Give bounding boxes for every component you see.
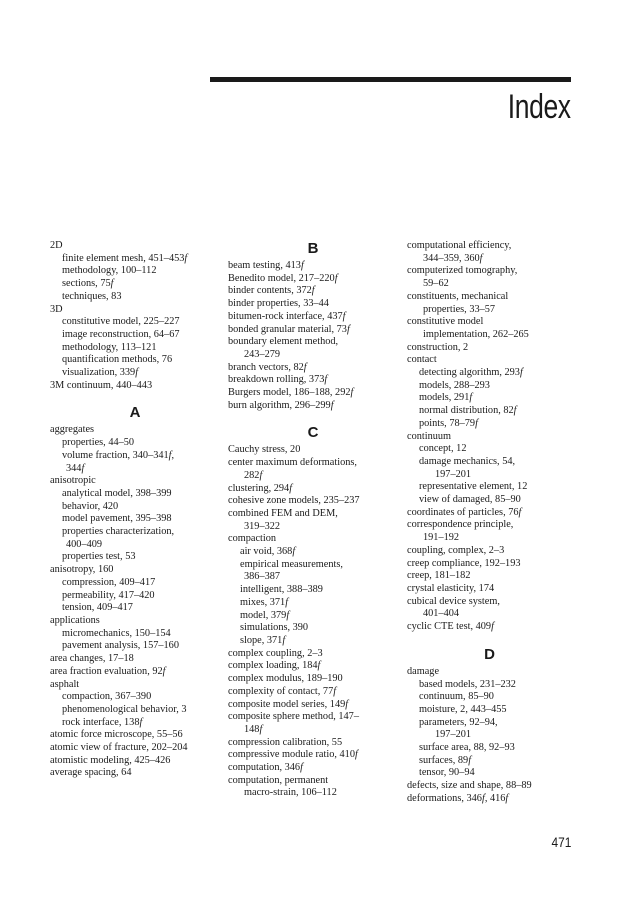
index-subentry: volume fraction, 340–341f, — [62, 449, 175, 461]
index-subentry: 197–201 — [435, 729, 472, 741]
index-subentry: 243–279 — [244, 348, 281, 360]
index-entry: atomistic modeling, 425–426 — [50, 754, 171, 766]
index-entry: binder properties, 33–44 — [228, 298, 329, 310]
index-entry: atomic force microscope, 55–56 — [50, 729, 183, 741]
index-entry: Cauchy stress, 20 — [228, 444, 301, 456]
index-subentry: methodology, 113–121 — [62, 341, 157, 353]
index-entry: coordinates of particles, 76f — [407, 506, 522, 518]
section-letter-heading: C — [307, 424, 319, 442]
index-entry: construction, 2 — [407, 341, 469, 353]
index-subentry: air void, 368f — [240, 546, 296, 558]
index-entry: branch vectors, 82f — [228, 361, 307, 373]
index-subentry: normal distribution, 82f — [419, 405, 517, 417]
index-entry: crystal elasticity, 174 — [407, 582, 495, 594]
index-subentry: detecting algorithm, 293f — [419, 367, 523, 379]
index-subentry: phenomenological behavior, 3 — [62, 703, 187, 715]
index-entry: bitumen-rock interface, 437f — [228, 310, 346, 322]
index-subentry: sections, 75f — [62, 278, 114, 290]
index-subentry: points, 78–79f — [419, 417, 478, 429]
index-subentry: compression, 409–417 — [62, 576, 156, 588]
page-number: 471 — [551, 834, 571, 850]
index-subentry: models, 291f — [419, 392, 473, 404]
index-entry: deformations, 346f, 416f — [407, 792, 509, 804]
index-entry: breakdown rolling, 373f — [228, 374, 328, 386]
index-entry: computation, 346f — [228, 762, 303, 774]
index-entry: average spacing, 64 — [50, 767, 132, 779]
index-subentry: constitutive model, 225–227 — [62, 316, 180, 328]
index-subentry: intelligent, 388–389 — [240, 584, 323, 596]
index-entry: contact — [407, 354, 437, 366]
index-entry: correspondence principle, — [407, 519, 514, 531]
index-subentry: empirical measurements, — [240, 558, 343, 570]
index-subentry: 344–359, 360f — [423, 252, 483, 264]
index-entry: asphalt — [50, 678, 80, 690]
index-entry: cyclic CTE test, 409f — [407, 621, 494, 633]
index-entry: cohesive zone models, 235–237 — [228, 495, 360, 507]
index-entry: coupling, complex, 2–3 — [407, 544, 505, 556]
index-entry: area fraction evaluation, 92f — [50, 665, 166, 677]
index-entry: composite model series, 149f — [228, 698, 349, 710]
index-entry: computerized tomography, — [407, 265, 518, 277]
index-subentry: surfaces, 89f — [419, 754, 472, 766]
index-entry: defects, size and shape, 88–89 — [407, 780, 532, 792]
index-subentry: slope, 371f — [240, 634, 286, 646]
index-subentry: analytical model, 398–399 — [62, 487, 172, 499]
index-entry: compression calibration, 55 — [228, 736, 343, 748]
index-subentry: based models, 231–232 — [419, 678, 516, 690]
index-entry: 3D — [50, 303, 63, 315]
index-subentry: concept, 12 — [419, 443, 467, 455]
index-subentry: compaction, 367–390 — [62, 691, 152, 703]
index-entry: computation, permanent — [228, 774, 329, 786]
index-entry: Benedito model, 217–220f — [228, 272, 338, 284]
index-subentry: moisture, 2, 443–455 — [419, 703, 507, 715]
index-subentry: methodology, 100–112 — [62, 265, 157, 277]
index-entry: creep compliance, 192–193 — [407, 557, 521, 569]
index-subentry: properties characterization, — [62, 526, 175, 538]
index-entry: combined FEM and DEM, — [228, 507, 338, 519]
index-subentry: 59–62 — [423, 278, 449, 290]
index-entry: composite sphere method, 147– — [228, 711, 359, 723]
index-entry: clustering, 294f — [228, 482, 293, 494]
index-entry: anisotropy, 160 — [50, 564, 114, 576]
index-subentry: macro-strain, 106–112 — [244, 787, 337, 799]
index-column-2 — [228, 240, 398, 800]
index-entry: bonded granular material, 73f — [228, 323, 350, 335]
index-subentry: rock interface, 138f — [62, 716, 143, 728]
header-rule — [210, 77, 571, 82]
index-entry: atomic view of fracture, 202–204 — [50, 742, 188, 754]
index-subentry: parameters, 92–94, — [419, 716, 498, 728]
index-subentry: damage mechanics, 54, — [419, 455, 516, 467]
index-entry: center maximum deformations, — [228, 457, 357, 469]
index-entry: beam testing, 413f — [228, 260, 304, 271]
section-letter-heading: A — [129, 404, 141, 422]
index-entry: 2D — [50, 240, 63, 251]
index-entry: constituents, mechanical — [407, 290, 509, 302]
index-entry: area changes, 17–18 — [50, 653, 134, 665]
index-subentry: representative element, 12 — [419, 481, 528, 493]
index-subentry: visualization, 339f — [62, 367, 139, 379]
index-entry: aggregates — [50, 424, 95, 436]
index-entry: damage — [407, 665, 440, 677]
index-subentry: 148f — [244, 723, 263, 735]
index-subentry: 282f — [244, 469, 263, 481]
index-subentry: 319–322 — [244, 520, 281, 532]
index-subentry: view of damaged, 85–90 — [419, 494, 521, 506]
index-subentry: micromechanics, 150–154 — [62, 627, 171, 639]
index-subentry: 191–192 — [423, 532, 460, 544]
index-entry: boundary element method, — [228, 336, 339, 348]
index-entry: cubical device system, — [407, 595, 500, 607]
section-letter-heading: B — [307, 240, 319, 257]
index-entry: compaction — [228, 533, 277, 545]
index-subentry: simulations, 390 — [240, 622, 309, 634]
index-entry: continuum — [407, 430, 452, 442]
index-subentry: properties, 44–50 — [62, 437, 135, 449]
index-entry: binder contents, 372f — [228, 285, 315, 297]
section-letter-heading: D — [484, 645, 495, 663]
index-entry: burn algorithm, 296–299f — [228, 399, 334, 411]
index-subentry: quantification methods, 76 — [62, 354, 173, 366]
index-subentry: 344f — [66, 462, 85, 474]
index-subentry: 386–387 — [244, 571, 281, 583]
index-subentry: properties test, 53 — [62, 551, 136, 563]
index-subentry: models, 288–293 — [419, 379, 490, 391]
index-subentry: surface area, 88, 92–93 — [419, 742, 515, 754]
index-entry: compressive module ratio, 410f — [228, 749, 358, 761]
index-subentry: 400–409 — [66, 538, 103, 550]
index-subentry: model pavement, 395–398 — [62, 513, 172, 525]
index-subentry: image reconstruction, 64–67 — [62, 328, 180, 340]
index-entry: applications — [50, 614, 100, 626]
index-subentry: 401–404 — [423, 608, 460, 620]
index-entry: anisotropic — [50, 475, 96, 487]
index-subentry: permeability, 417–420 — [62, 589, 155, 601]
index-subentry: 197–201 — [435, 468, 472, 480]
index-entry: constitutive model — [407, 316, 484, 328]
index-subentry: continuum, 85–90 — [419, 691, 494, 703]
index-subentry: tensor, 90–94 — [419, 767, 475, 779]
index-entry: Burgers model, 186–188, 292f — [228, 387, 354, 399]
index-subentry: model, 379f — [240, 609, 290, 621]
index-subentry: properties, 33–57 — [423, 303, 496, 315]
index-entry: complexity of contact, 77f — [228, 685, 337, 697]
index-subentry: finite element mesh, 451–453f — [62, 252, 188, 264]
index-entry: computational efficiency, — [407, 240, 512, 251]
index-subentry: pavement analysis, 157–160 — [62, 640, 179, 652]
index-subentry: mixes, 371f — [240, 596, 289, 608]
page-title: Index — [508, 88, 571, 126]
index-subentry: techniques, 83 — [62, 290, 122, 302]
index-entry: complex modulus, 189–190 — [228, 673, 343, 685]
index-column-1 — [50, 240, 220, 780]
index-entry: 3M continuum, 440–443 — [50, 379, 153, 391]
index-entry: complex coupling, 2–3 — [228, 647, 323, 659]
index-entry: complex loading, 184f — [228, 660, 321, 672]
index-subentry: tension, 409–417 — [62, 602, 133, 614]
index-subentry: behavior, 420 — [62, 500, 119, 512]
index-subentry: implementation, 262–265 — [423, 328, 529, 340]
index-entry: creep, 181–182 — [407, 570, 471, 582]
index-column-3 — [407, 240, 572, 806]
